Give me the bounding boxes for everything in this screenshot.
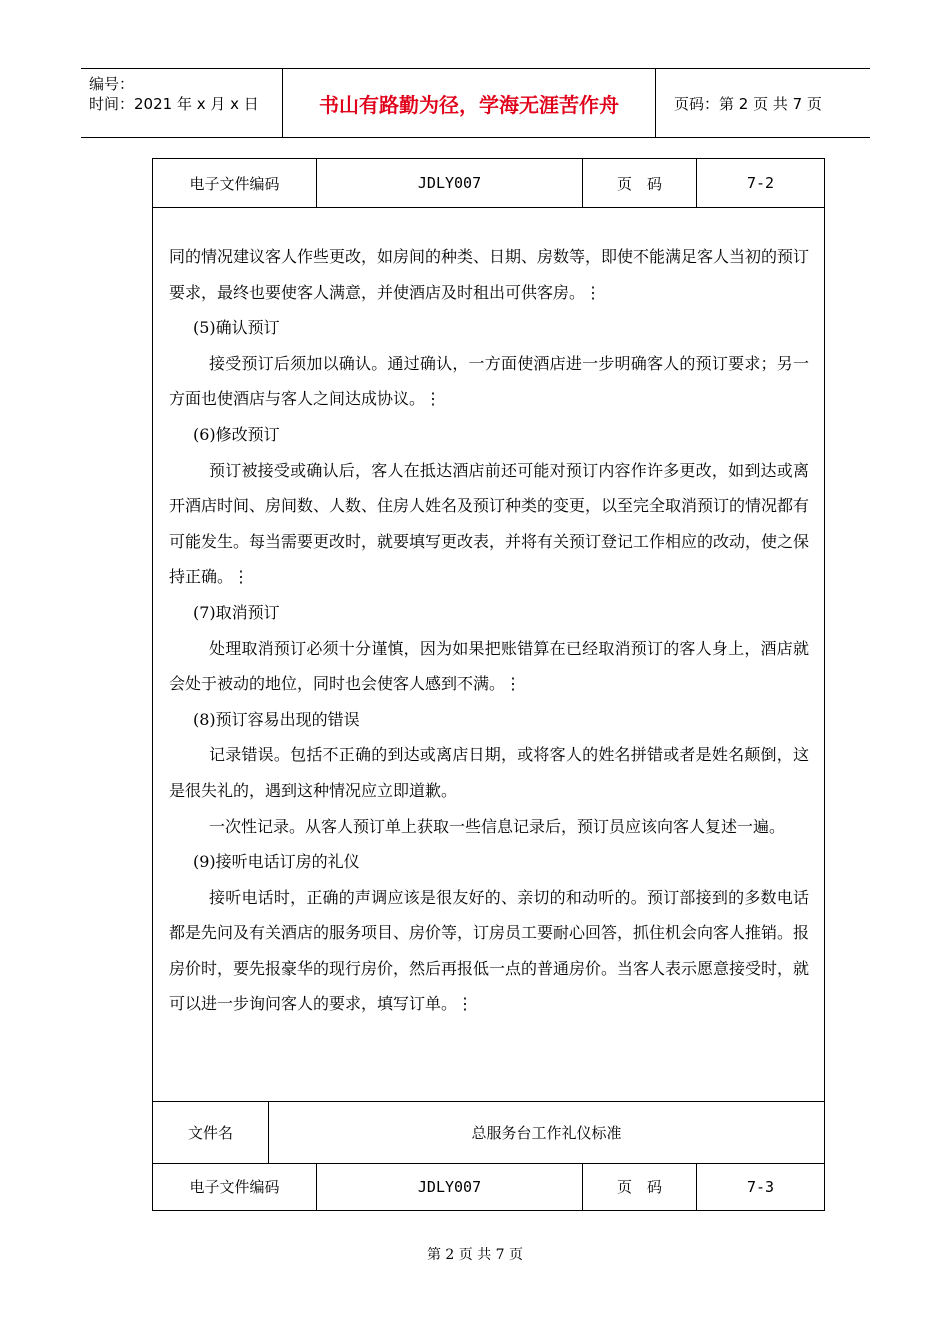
section-heading: (5)确认预订	[193, 318, 280, 338]
page-info	[664, 69, 870, 137]
paragraph: 接受预订后须加以确认。通过确认，一方面使酒店进一步明确客人的预订要求；另一方面也使酒店与客人之间达成协议。⋮	[169, 353, 809, 409]
file-name-row	[153, 1101, 824, 1164]
document-header	[81, 68, 870, 138]
page-label: 页 码	[583, 1163, 697, 1210]
document-table	[152, 158, 825, 1211]
code-value: JDLY007	[317, 159, 583, 207]
paragraph: 处理取消预订必须十分谨慎，因为如果把账错算在已经取消预订的客人身上，酒店就会处于被动的地位，同时也会使客人感到不满。⋮	[169, 638, 809, 694]
section-heading: (9)接听电话订房的礼仪	[193, 852, 360, 872]
number-label: 编号：	[89, 75, 135, 93]
paragraph: 同的情况建议客人作些更改，如房间的种类、日期、房数等，即使不能满足客人当初的预订要求，最终也要使客人满意，并使酒店及时租出可供客房。⋮	[169, 247, 810, 302]
time-label: 时间：2021 年 x 月 x 日	[89, 95, 259, 113]
motto: 书山有路勤为径，学海无涯苦作舟	[282, 69, 656, 137]
section-heading: (8)预订容易出现的错误	[193, 709, 360, 729]
code-row-top	[153, 159, 824, 208]
paragraph: 接听电话时，正确的声调应该是很友好的、亲切的和动听的。预订部接到的多数电话都是先问及有关酒店的服务项目、房价等，订房员工要耐心回答，抓住机会向客人推销。报房价时，要先报豪华的现行房价，然后再报低一点的普通房价。当客人表示愿意接受时，就可以进一步询问客人的要求，填写订单。⋮	[169, 887, 810, 1014]
section-heading: (6)修改预订	[193, 424, 280, 444]
page-value: 7-2	[746, 174, 775, 192]
header-meta	[81, 69, 282, 137]
section-heading: (7)取消预订	[193, 602, 280, 622]
code-label: 电子文件编码	[153, 159, 317, 207]
paragraph: 预订被接受或确认后，客人在抵达酒店前还可能对预订内容作许多更改，如到达或离开酒店时间、房间数、人数、住房人姓名及预订种类的变更，以至完全取消预订的情况都有可能发生。每当需要更改时，就要填写更改表，并将有关预订登记工作相应的改动，使之保持正确。⋮	[169, 460, 810, 587]
body-text	[169, 239, 809, 1022]
code-label: 电子文件编码	[153, 1163, 317, 1210]
paragraph: 一次性记录。从客人预订单上获取一些信息记录后，预订员应该向客人复述一遍。	[209, 816, 786, 836]
file-name-value: 总服务台工作礼仪标准	[471, 1124, 622, 1142]
file-name-label: 文件名	[153, 1102, 269, 1163]
page-value: 7-3	[746, 1177, 775, 1196]
page-label: 页 码	[583, 159, 697, 207]
page-footer: 第 2 页 共 7 页	[426, 1247, 524, 1263]
code-row-bottom	[153, 1163, 824, 1210]
paragraph: 记录错误。包括不正确的到达或离店日期，或将客人的姓名拼错或者是姓名颠倒，这是很失礼的，遇到这种情况应立即道歉。	[169, 745, 809, 800]
page-info-text: 页码：第 2 页 共 7 页	[674, 94, 822, 113]
code-value: JDLY007	[317, 1163, 583, 1210]
